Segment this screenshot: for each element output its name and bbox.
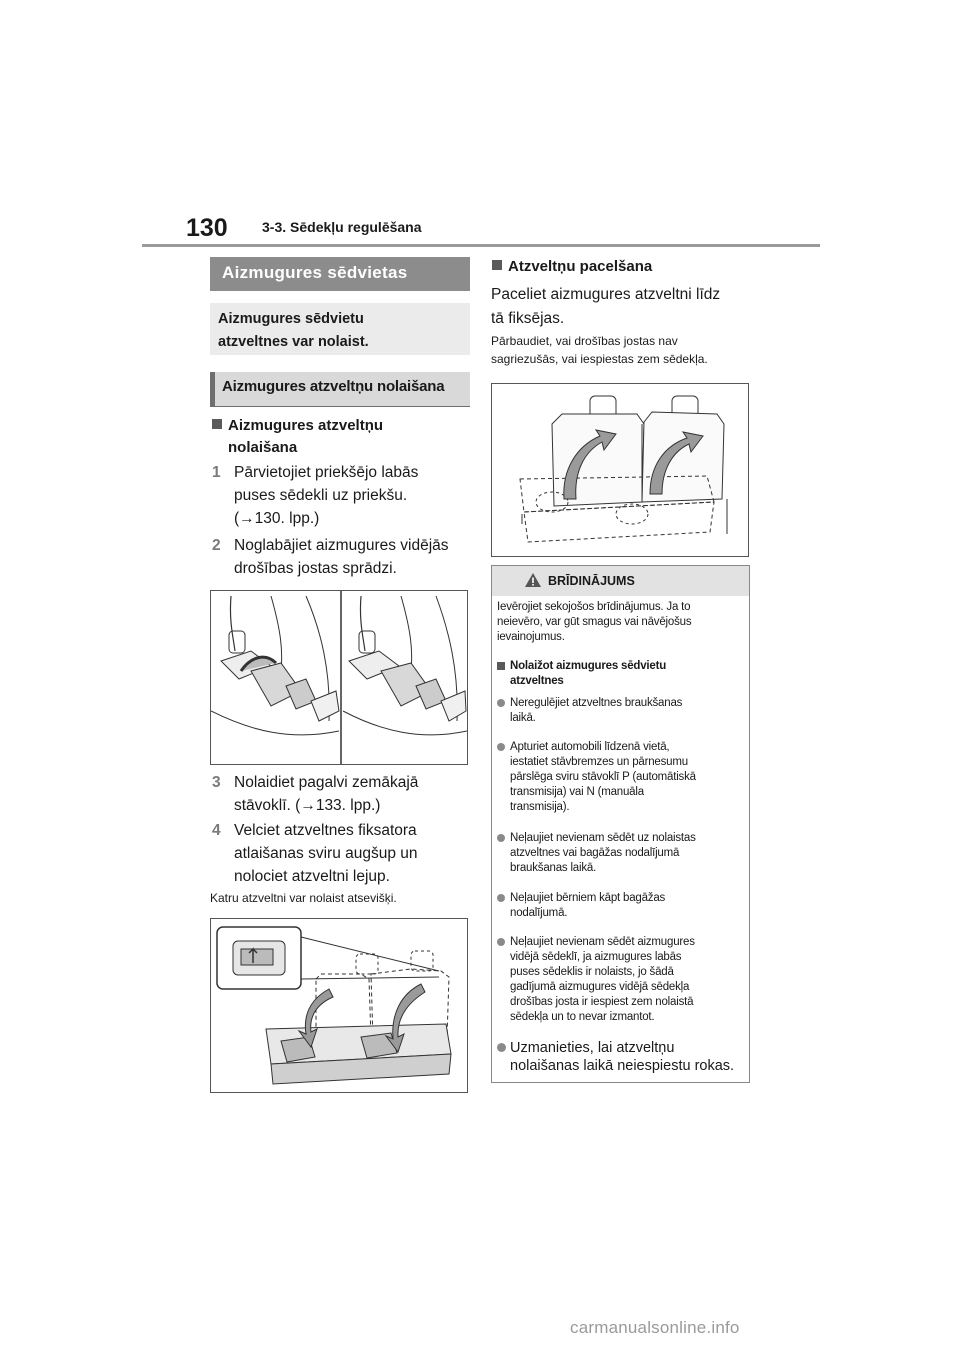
warning-item: Neļaujiet bērniem kāpt bagāžas nodalījumā. <box>497 891 737 921</box>
square-bullet-icon <box>212 419 222 429</box>
raise-figure <box>491 383 749 557</box>
warning-item: Neļaujiet nevienam sēdēt aizmugures vidējā sēdeklī, ja aizmugures labās puses sēdeklis ir nolaists, jo šādā gadījumā aizmugures vidējā sēdekļa drošības josta ir iespiest zem nolaistā sēdekļa un to nevar izmantot. <box>497 935 737 1025</box>
warning-item: Uzmanieties, lai atzveltņu nolaišanas laikā neiespiestu rokas. <box>497 1039 737 1075</box>
raising-heading: Atzveltņu pacelšana <box>492 256 752 278</box>
fold-down-illustration <box>211 919 467 1092</box>
round-bullet-icon <box>497 699 505 707</box>
fold-down-figure <box>210 918 468 1093</box>
buckle-stow-figure <box>210 590 468 765</box>
round-bullet-icon <box>497 743 505 751</box>
header-divider <box>142 244 820 247</box>
intro-box <box>210 303 470 355</box>
section-title: Aizmugures sēdvietas <box>210 257 470 291</box>
warning-item: Apturiet automobili līdzenā vietā, iestatiet stāvbremzes un pārnesumu pārslēga sviru stāvoklī P (automātiskā transmisija) vai N (manuāla transmisija). <box>497 740 737 815</box>
chapter-title: 3-3. Sēdekļu regulēšana <box>262 219 422 235</box>
warning-title: BRĪDINĀJUMS <box>548 574 635 588</box>
raising-body: Paceliet aizmugures atzveltni līdz tā fiksējas. <box>491 286 721 327</box>
page-number: 130 <box>186 214 228 242</box>
warning-item: Neregulējiet atzveltnes braukšanas laikā. <box>497 696 737 726</box>
buckle-illustration <box>211 591 467 764</box>
left-note: Katru atzveltni var nolaist atsevišķi. <box>210 891 397 905</box>
step-1: 1 Pārvietojiet priekšējo labās puses sēdekli uz priekšu. (→130. lpp.) <box>212 464 419 527</box>
raise-illustration <box>492 384 748 556</box>
round-bullet-icon <box>497 834 505 842</box>
step-3: 3 Nolaidiet pagalvi zemākajā stāvoklī. (→133. lpp.) <box>212 774 419 814</box>
warning-triangle-icon <box>524 572 542 588</box>
step-4: 4 Velciet atzveltnes fiksatora atlaišanas sviru augšup un nolociet atzveltni lejup. <box>212 822 418 885</box>
step-2: 2 Noglabājiet aizmugures vidējās drošības jostas sprādzi. <box>212 537 449 577</box>
round-bullet-icon <box>497 938 505 946</box>
round-bullet-icon <box>497 894 505 902</box>
warning-intro: Ievērojiet sekojošos brīdinājumus. Ja to neievēro, var gūt smagus vai nāvējošus ievainojumus. <box>497 601 692 643</box>
lowering-heading: Aizmugures atzveltņu nolaišana <box>212 415 472 459</box>
subsection-title: Aizmugures atzveltņu nolaišana <box>210 372 470 407</box>
square-bullet-icon <box>497 662 505 670</box>
warning-header <box>492 566 749 596</box>
watermark: carmanualsonline.info <box>570 1318 740 1337</box>
warning-subheading: Nolaižot aizmugures sēdvietu atzveltnes <box>497 659 737 689</box>
square-bullet-icon <box>492 260 502 270</box>
warning-box <box>491 565 750 1083</box>
raising-note: Pārbaudiet, vai drošības jostas nav sagriezušās, vai iespiestas zem sēdekļa. <box>491 334 708 366</box>
warning-item: Neļaujiet nevienam sēdēt uz nolaistas atzveltnes vai bagāžas nodalījumā braukšanas laikā. <box>497 831 737 876</box>
round-bullet-icon <box>497 1043 506 1052</box>
intro-line: Aizmugures sēdvietu <box>218 311 364 327</box>
intro-line: atzveltnes var nolaist. <box>218 334 369 350</box>
